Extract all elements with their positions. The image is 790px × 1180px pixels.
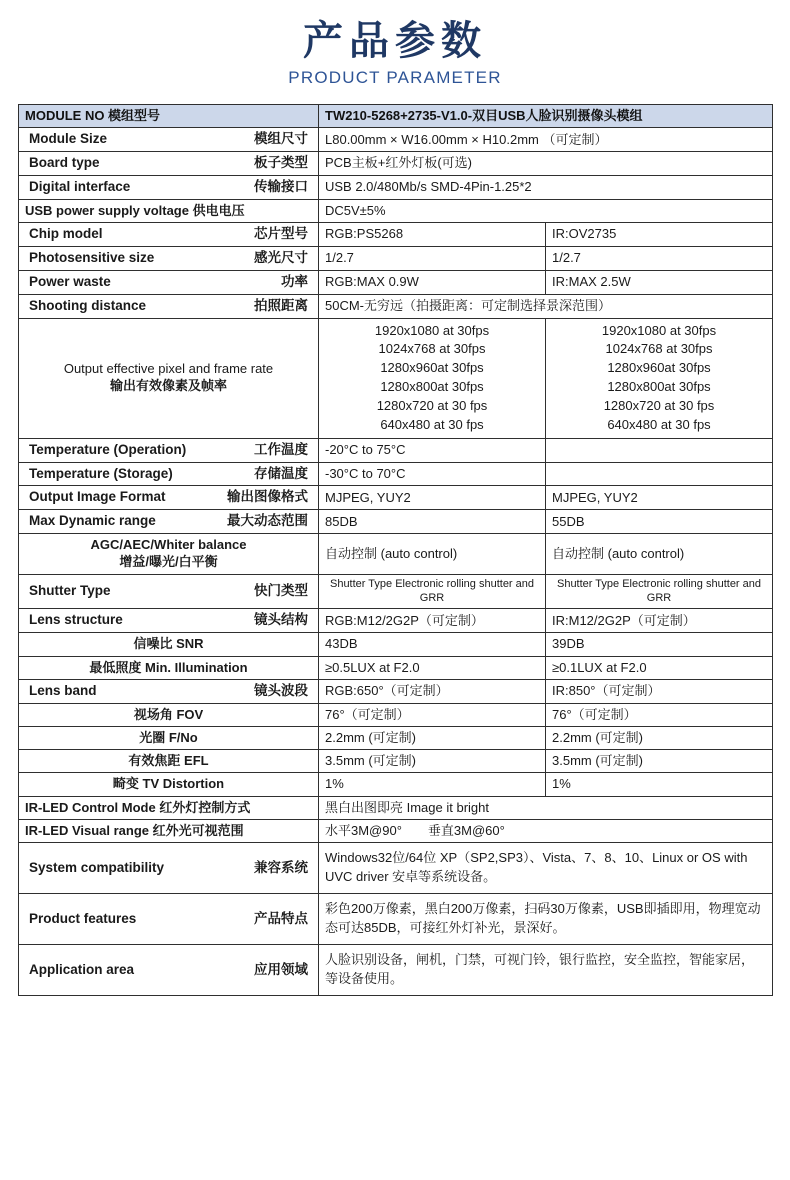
table-row bbox=[19, 128, 773, 152]
label-cn: 快门类型 bbox=[254, 583, 308, 599]
row-value-chip-model-ir: IR:OV2735 bbox=[546, 223, 773, 247]
row-label-usb-voltage: USB power supply voltage 供电电压 bbox=[19, 199, 319, 222]
row-label-irled-visual-range: IR-LED Visual range 红外光可视范围 bbox=[19, 819, 319, 842]
row-label-fno: 光圈 F/No bbox=[19, 726, 319, 749]
row-value-pixel-ir bbox=[546, 318, 773, 438]
row-value-lens-structure-rgb: RGB:M12/2G2P（可定制） bbox=[319, 609, 546, 633]
label-en: AGC/AEC/Whiter balance bbox=[90, 537, 247, 553]
row-value-photosensitive-rgb: 1/2.7 bbox=[319, 247, 546, 271]
table-row bbox=[19, 176, 773, 200]
table-row bbox=[19, 703, 773, 726]
table-row bbox=[19, 510, 773, 534]
label-cn: 功率 bbox=[281, 273, 308, 289]
row-value-efl-rgb: 3.5mm (可定制) bbox=[319, 750, 546, 773]
row-label-system-compatibility bbox=[19, 843, 319, 894]
row-value-min-illumination-ir: ≥0.1LUX at F2.0 bbox=[546, 656, 773, 679]
row-value-agc-ir: 自动控制 (auto control) bbox=[546, 534, 773, 575]
row-value-fno-rgb: 2.2mm (可定制) bbox=[319, 726, 546, 749]
row-value-agc-rgb: 自动控制 (auto control) bbox=[319, 534, 546, 575]
label-cn: 镜头波段 bbox=[254, 682, 308, 698]
label-en: System compatibility bbox=[29, 859, 165, 875]
pixel-rate-line: 640x480 at 30 fps bbox=[607, 416, 711, 432]
row-value-lens-structure-ir: IR:M12/2G2P（可定制） bbox=[546, 609, 773, 633]
table-row bbox=[19, 726, 773, 749]
row-value-temp-operation-2 bbox=[546, 438, 773, 462]
pixel-rate-line: 1280x800at 30fps bbox=[607, 379, 711, 395]
row-label-shooting-distance bbox=[19, 294, 319, 318]
table-row bbox=[19, 152, 773, 176]
page-title-en: PRODUCT PARAMETER bbox=[288, 68, 502, 87]
row-value-temp-operation: -20°C to 75°C bbox=[319, 438, 546, 462]
row-value-fno-ir: 2.2mm (可定制) bbox=[546, 726, 773, 749]
row-label-temp-storage bbox=[19, 462, 319, 486]
page-header bbox=[0, 0, 790, 88]
label-en: Temperature (Operation) bbox=[29, 441, 187, 457]
row-label-shutter-type bbox=[19, 574, 319, 609]
row-label-tv-distortion: 畸变 TV Distortion bbox=[19, 773, 319, 796]
row-value-distortion-ir: 1% bbox=[546, 773, 773, 796]
row-label-fov: 视场角 FOV bbox=[19, 703, 319, 726]
table-row bbox=[19, 679, 773, 703]
row-label-board-type bbox=[19, 152, 319, 176]
table-row bbox=[19, 247, 773, 271]
table-row bbox=[19, 819, 773, 842]
row-value-digital-interface: USB 2.0/480Mb/s SMD-4Pin-1.25*2 bbox=[319, 176, 773, 200]
table-row bbox=[19, 750, 773, 773]
table-row bbox=[19, 773, 773, 796]
table-row bbox=[19, 894, 773, 945]
label-cn: 兼容系统 bbox=[254, 859, 308, 875]
row-value-irled-visual-range: 水平3M@90° 垂直3M@60° bbox=[319, 819, 773, 842]
row-value-dynamic-range-rgb: 85DB bbox=[319, 510, 546, 534]
table-row-pixel-frame-rate bbox=[19, 318, 773, 438]
label-cn: 产品特点 bbox=[254, 910, 308, 926]
label-cn: 存储温度 bbox=[254, 465, 308, 481]
row-value-board-type: PCB主板+红外灯板(可选) bbox=[319, 152, 773, 176]
row-value-chip-model-rgb: RGB:PS5268 bbox=[319, 223, 546, 247]
row-label-power-waste bbox=[19, 270, 319, 294]
pixel-rate-line: 1920x1080 at 30fps bbox=[601, 322, 717, 338]
table-row bbox=[19, 199, 773, 222]
row-value-module-size: L80.00mm × W16.00mm × H10.2mm （可定制） bbox=[319, 128, 773, 152]
label-en: Power waste bbox=[29, 273, 111, 289]
row-value-snr-rgb: 43DB bbox=[319, 633, 546, 656]
label-en: Temperature (Storage) bbox=[29, 465, 173, 481]
pixel-rate-line: 1280x960at 30fps bbox=[607, 360, 711, 376]
label-cn: 拍照距离 bbox=[254, 297, 308, 313]
module-no-value: TW210-5268+2735-V1.0-双目USB人脸识别摄像头模组 bbox=[319, 105, 773, 128]
row-label-product-features bbox=[19, 894, 319, 945]
row-value-system-compatibility: Windows32位/64位 XP（SP2,SP3）、Vista、7、8、10、Linux or OS with UVC driver 安卓等系统设备。 bbox=[319, 843, 773, 894]
table-row bbox=[19, 574, 773, 609]
row-value-power-waste-ir: IR:MAX 2.5W bbox=[546, 270, 773, 294]
label-en: Output effective pixel and frame rate bbox=[63, 361, 274, 377]
row-value-shooting-distance: 50CM-无穷远（拍摄距离：可定制选择景深范围） bbox=[319, 294, 773, 318]
label-cn: 最大动态范围 bbox=[227, 513, 308, 529]
pixel-rate-line: 1280x720 at 30 fps bbox=[376, 398, 488, 413]
row-label-agc-aec-wb bbox=[19, 534, 319, 575]
table-header-row bbox=[19, 105, 773, 128]
label-en: Chip model bbox=[29, 226, 103, 242]
row-value-usb-voltage: DC5V±5% bbox=[319, 199, 773, 222]
label-en: Lens band bbox=[29, 682, 97, 698]
label-en: Board type bbox=[29, 155, 100, 171]
row-label-lens-band bbox=[19, 679, 319, 703]
row-value-shutter-ir: Shutter Type Electronic rolling shutter and GRR bbox=[546, 574, 773, 609]
spec-table bbox=[18, 104, 773, 996]
module-no-label: MODULE NO 模组型号 bbox=[19, 105, 319, 128]
label-cn: 镜头结构 bbox=[254, 612, 308, 628]
pixel-rate-line: 1280x720 at 30 fps bbox=[603, 398, 715, 413]
label-en: Shutter Type bbox=[29, 583, 111, 599]
row-value-temp-storage-2 bbox=[546, 462, 773, 486]
label-cn: 输出有效像素及帧率 bbox=[109, 378, 227, 394]
table-row bbox=[19, 656, 773, 679]
row-value-shutter-rgb: Shutter Type Electronic rolling shutter and GRR bbox=[319, 574, 546, 609]
row-label-lens-structure bbox=[19, 609, 319, 633]
row-label-snr: 信噪比 SNR bbox=[19, 633, 319, 656]
row-value-distortion-rgb: 1% bbox=[319, 773, 546, 796]
label-cn: 感光尺寸 bbox=[254, 250, 308, 265]
row-value-pixel-rgb bbox=[319, 318, 546, 438]
row-value-application-area: 人脸识别设备，闸机，门禁，可视门铃，银行监控，安全监控，智能家居，等设备使用。 bbox=[319, 945, 773, 996]
label-en: Photosensitive size bbox=[29, 250, 155, 265]
row-value-efl-ir: 3.5mm (可定制) bbox=[546, 750, 773, 773]
label-cn: 工作温度 bbox=[254, 441, 308, 457]
table-row bbox=[19, 438, 773, 462]
table-row bbox=[19, 270, 773, 294]
pixel-rate-line: 1280x800at 30fps bbox=[380, 379, 484, 395]
label-cn: 应用领域 bbox=[254, 961, 308, 977]
table-row bbox=[19, 534, 773, 575]
row-label-irled-control-mode: IR-LED Control Mode 红外灯控制方式 bbox=[19, 796, 319, 819]
row-value-dynamic-range-ir: 55DB bbox=[546, 510, 773, 534]
table-row bbox=[19, 486, 773, 510]
row-value-power-waste-rgb: RGB:MAX 0.9W bbox=[319, 270, 546, 294]
spec-table-wrapper bbox=[18, 104, 772, 996]
row-label-module-size bbox=[19, 128, 319, 152]
row-label-digital-interface bbox=[19, 176, 319, 200]
row-label-application-area bbox=[19, 945, 319, 996]
row-label-chip-model bbox=[19, 223, 319, 247]
row-value-lens-band-ir: IR:850°（可定制） bbox=[546, 679, 773, 703]
table-row bbox=[19, 633, 773, 656]
table-row bbox=[19, 462, 773, 486]
row-value-photosensitive-ir: 1/2.7 bbox=[546, 247, 773, 271]
table-row bbox=[19, 223, 773, 247]
table-row bbox=[19, 609, 773, 633]
row-value-product-features: 彩色200万像素，黑白200万像素，扫码30万像素，USB即插即用，物理宽动态可达85DB，可接红外灯补光，景深好。 bbox=[319, 894, 773, 945]
pixel-rate-line: 1024x768 at 30fps bbox=[378, 341, 486, 357]
row-value-min-illumination-rgb: ≥0.5LUX at F2.0 bbox=[319, 656, 546, 679]
label-en: Output Image Format bbox=[29, 489, 166, 505]
row-value-irled-control-mode: 黑白出图即亮 Image it bright bbox=[319, 796, 773, 819]
table-row bbox=[19, 796, 773, 819]
page-title-cn: 产品参数 bbox=[303, 18, 487, 64]
pixel-rate-line: 1024x768 at 30fps bbox=[605, 341, 713, 357]
row-label-max-dynamic-range bbox=[19, 510, 319, 534]
label-en: Shooting distance bbox=[29, 297, 147, 313]
row-value-snr-ir: 39DB bbox=[546, 633, 773, 656]
row-value-image-format-ir: MJPEG, YUY2 bbox=[546, 486, 773, 510]
label-en: Application area bbox=[29, 961, 135, 977]
row-value-temp-storage: -30°C to 70°C bbox=[319, 462, 546, 486]
row-value-lens-band-rgb: RGB:650°（可定制） bbox=[319, 679, 546, 703]
pixel-rate-line: 1280x960at 30fps bbox=[380, 360, 484, 376]
row-label-output-image-format bbox=[19, 486, 319, 510]
row-label-min-illumination: 最低照度 Min. Illumination bbox=[19, 656, 319, 679]
row-value-image-format-rgb: MJPEG, YUY2 bbox=[319, 486, 546, 510]
table-row bbox=[19, 843, 773, 894]
label-en: Digital interface bbox=[29, 179, 131, 194]
row-label-pixel-frame-rate bbox=[19, 318, 319, 438]
row-value-fov-rgb: 76°（可定制） bbox=[319, 703, 546, 726]
pixel-rate-line: 640x480 at 30 fps bbox=[380, 416, 484, 432]
label-cn: 增益/曝光/白平衡 bbox=[119, 554, 218, 570]
table-row bbox=[19, 945, 773, 996]
label-cn: 输出图像格式 bbox=[227, 489, 308, 505]
pixel-rate-line: 1920x1080 at 30fps bbox=[374, 322, 490, 338]
label-en: Product features bbox=[29, 910, 137, 926]
table-row bbox=[19, 294, 773, 318]
label-en: Lens structure bbox=[29, 612, 123, 628]
label-cn: 模组尺寸 bbox=[254, 131, 308, 147]
label-en: Max Dynamic range bbox=[29, 513, 156, 529]
row-label-efl: 有效焦距 EFL bbox=[19, 750, 319, 773]
label-cn: 传输接口 bbox=[254, 179, 308, 194]
row-label-photosensitive-size bbox=[19, 247, 319, 271]
label-cn: 板子类型 bbox=[254, 155, 308, 171]
label-en: Module Size bbox=[29, 131, 108, 147]
label-cn: 芯片型号 bbox=[254, 226, 308, 242]
row-label-temp-operation bbox=[19, 438, 319, 462]
row-value-fov-ir: 76°（可定制） bbox=[546, 703, 773, 726]
